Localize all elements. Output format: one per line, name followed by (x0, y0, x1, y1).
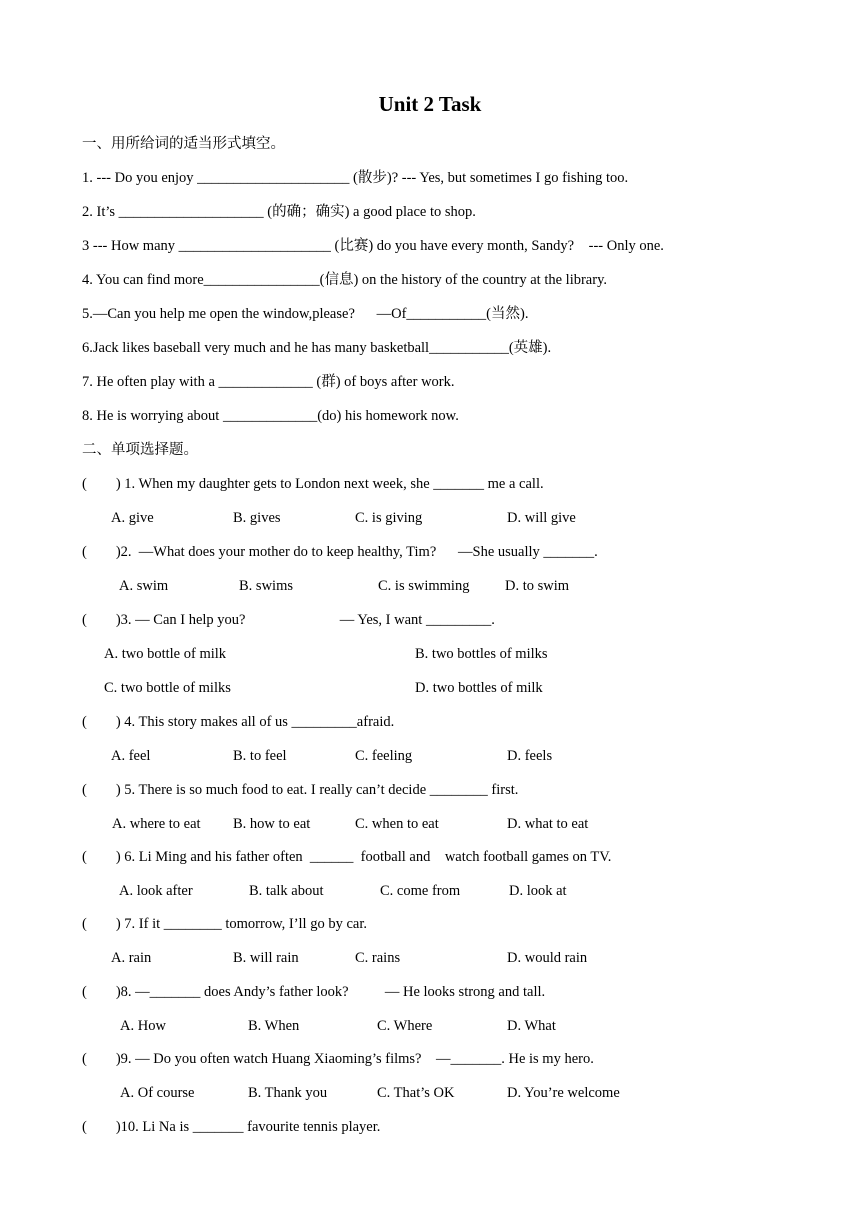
q2-option-d: D. to swim (505, 578, 570, 594)
fill-item-7: 7. He often play with a _____________ (群) of boys after work. (82, 374, 455, 390)
q9-option-b: B. Thank you (248, 1085, 328, 1101)
fill-item-3: 3 --- How many _____________________ (比赛) do you have every month, Sandy? --- Only one. (82, 238, 664, 254)
section2-heading: 二、单项选择题。 (82, 442, 198, 458)
fill-item-1: 1. --- Do you enjoy _____________________ (散步)? --- Yes, but sometimes I go fishing too. (82, 170, 629, 186)
q8-option-d: D. What (507, 1018, 556, 1034)
q5-option-b: B. how to eat (233, 816, 311, 832)
question-5-stem: ( ) 5. There is so much food to eat. I really can’t decide ________ first. (82, 782, 519, 798)
question-10-stem: ( )10. Li Na is _______ favourite tennis player. (82, 1119, 381, 1135)
q8-option-a: A. How (120, 1018, 166, 1034)
q3-option-a: A. two bottle of milk (104, 646, 227, 662)
q1-option-d: D. will give (507, 510, 576, 526)
q4-option-c: C. feeling (355, 748, 413, 764)
q9-option-d: D. You’re welcome (507, 1085, 620, 1101)
q5-option-d: D. what to eat (507, 816, 589, 832)
q8-option-b: B. When (248, 1018, 300, 1034)
question-9-stem: ( )9. — Do you often watch Huang Xiaoming’s films? —_______. He is my hero. (82, 1051, 594, 1067)
q8-option-c: C. Where (377, 1018, 433, 1034)
question-7-stem: ( ) 7. If it ________ tomorrow, I’ll go by car. (82, 916, 367, 932)
fill-item-4: 4. You can find more________________(信息) on the history of the country at the library. (82, 272, 608, 288)
q1-option-c: C. is giving (355, 510, 423, 526)
q5-option-a: A. where to eat (112, 816, 201, 832)
question-2-stem: ( )2. —What does your mother do to keep healthy, Tim? —She usually _______. (82, 544, 598, 560)
q6-option-b: B. talk about (249, 883, 324, 899)
q6-option-d: D. look at (509, 883, 567, 899)
fill-item-2: 2. It’s ____________________ (的确；确实) a good place to shop. (82, 204, 476, 220)
q4-option-d: D. feels (507, 748, 553, 764)
q3-option-d: D. two bottles of milk (415, 680, 543, 696)
q9-option-c: C. That’s OK (377, 1085, 455, 1101)
q7-option-c: C. rains (355, 950, 401, 966)
question-3-stem: ( )3. — Can I help you? — Yes, I want _________. (82, 612, 495, 628)
question-8-stem: ( )8. —_______ does Andy’s father look? — He looks strong and tall. (82, 984, 546, 1000)
question-6-stem: ( ) 6. Li Ming and his father often ______ football and watch football games on TV. (82, 849, 612, 865)
section1-heading: 一、用所给词的适当形式填空。 (82, 136, 285, 152)
fill-item-5: 5.—Can you help me open the window,please? —Of___________(当然). (82, 306, 529, 322)
page-title: Unit 2 Task (378, 92, 482, 116)
q1-option-b: B. gives (233, 510, 281, 526)
q6-option-a: A. look after (119, 883, 193, 899)
q2-option-c: C. is swimming (378, 578, 470, 594)
fill-item-8: 8. He is worrying about _____________(do) his homework now. (82, 408, 459, 424)
q2-option-a: A. swim (119, 578, 169, 594)
q5-option-c: C. when to eat (355, 816, 439, 832)
question-1-stem: ( ) 1. When my daughter gets to London next week, she _______ me a call. (82, 476, 544, 492)
q7-option-b: B. will rain (233, 950, 299, 966)
question-4-stem: ( ) 4. This story makes all of us _________afraid. (82, 714, 395, 730)
q6-option-c: C. come from (380, 883, 461, 899)
q4-option-b: B. to feel (233, 748, 287, 764)
q3-option-c: C. two bottle of milks (104, 680, 231, 696)
fill-item-6: 6.Jack likes baseball very much and he has many basketball___________(英雄). (82, 340, 552, 356)
q7-option-d: D. would rain (507, 950, 588, 966)
q9-option-a: A. Of course (120, 1085, 195, 1101)
q7-option-a: A. rain (111, 950, 152, 966)
q2-option-b: B. swims (239, 578, 293, 594)
q1-option-a: A. give (111, 510, 154, 526)
q4-option-a: A. feel (111, 748, 151, 764)
q3-option-b: B. two bottles of milks (415, 646, 548, 662)
